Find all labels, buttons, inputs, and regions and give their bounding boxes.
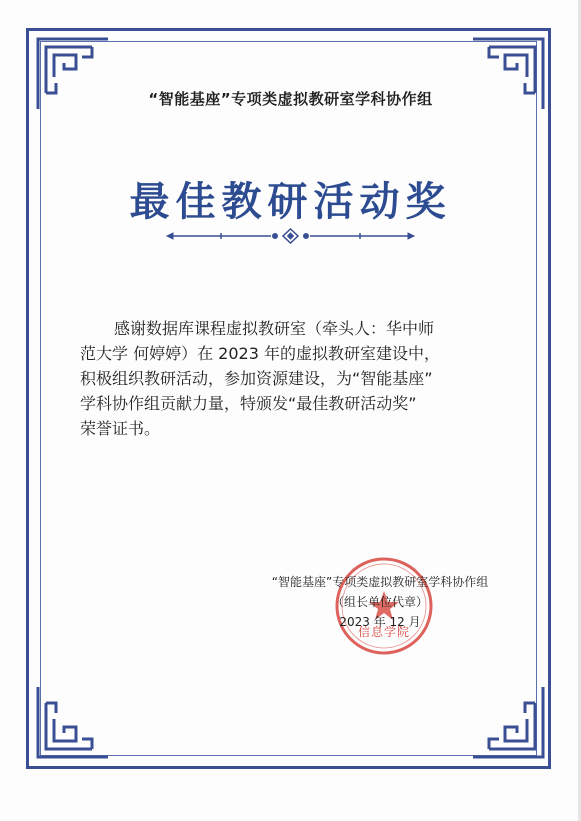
- body-line: 感谢数据库课程虚拟教研室（牵头人：华中师: [114, 319, 435, 338]
- corner-ornament-bottom-right: [467, 681, 549, 763]
- seal-text: 信息学院: [357, 625, 410, 639]
- body-line: 学科协作组贡献力量，特颁发“最佳教研活动奖”: [80, 394, 417, 413]
- certificate-header: “智能基座”专项类虚拟教研室学科协作组: [148, 90, 433, 108]
- signer-block: [260, 572, 500, 632]
- signer-note: （组长单位代章）: [331, 595, 428, 609]
- signer-date: 2023 年 12 月: [339, 615, 421, 629]
- title-divider: [163, 228, 418, 244]
- body-line: 荣誉证书。: [80, 419, 161, 438]
- signer-org: “智能基座”专项类虚拟教研室学科协作组: [271, 575, 489, 589]
- corner-ornament-bottom-left: [32, 681, 114, 763]
- certificate-body: [80, 316, 506, 441]
- certificate-title: 最佳教研活动奖: [129, 178, 452, 225]
- body-line: 范大学 何婷婷）在 2023 年的虚拟教研室建设中，: [80, 344, 440, 363]
- body-line: 积极组织教研活动，参加资源建设，为“智能基座”: [80, 369, 433, 388]
